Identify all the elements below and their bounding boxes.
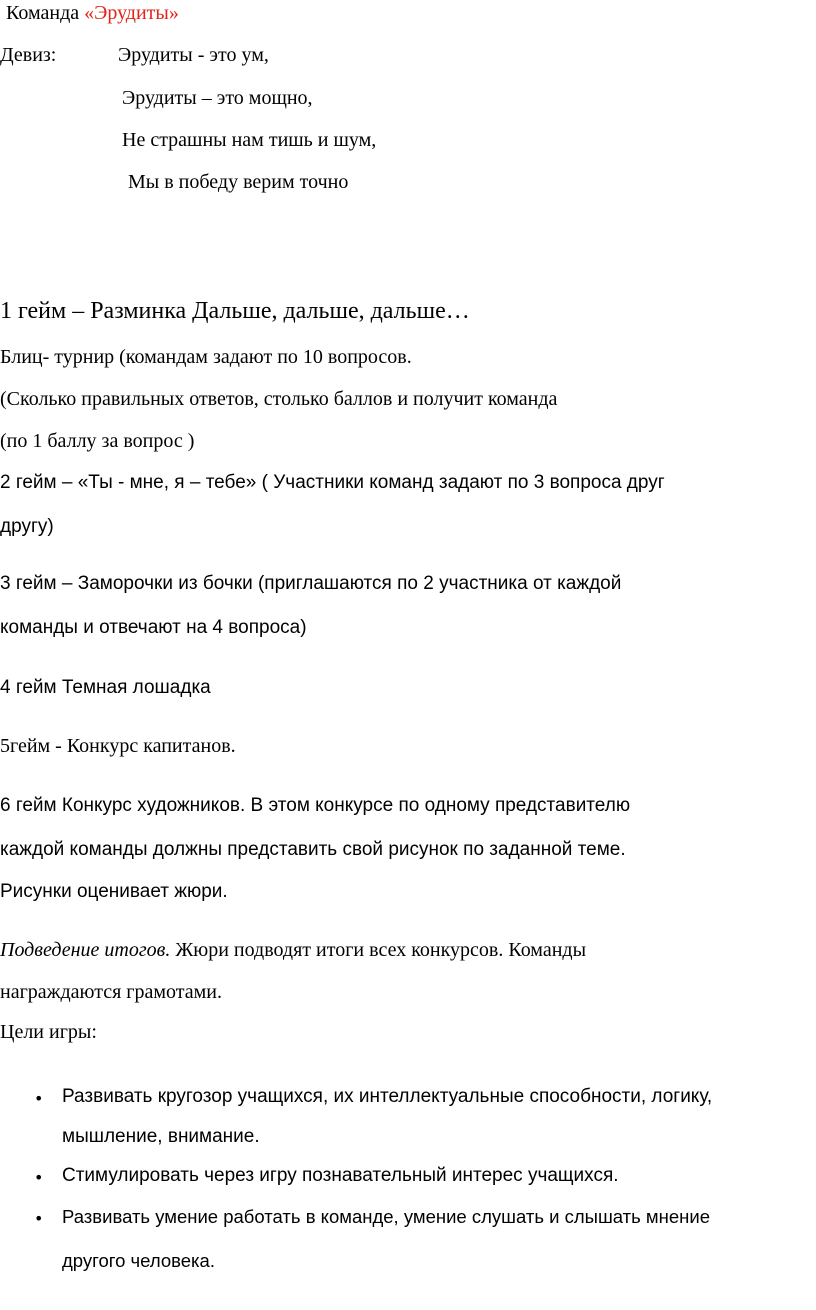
goal-item-3-line-2: другого человека. — [62, 1250, 215, 1271]
game6-line-1: 6 гейм Конкурс художников. В этом конкурсе по одному представителю — [0, 795, 631, 816]
bullet-icon: • — [34, 1168, 44, 1187]
game4-line: 4 гейм Темная лошадка — [0, 677, 211, 698]
summary-text: Жюри подводят итоги всех конкурсов. Команды — [170, 939, 587, 961]
motto-line-3: Не страшны нам тишь и шум, — [122, 129, 377, 151]
game3-line-2: команды и отвечают на 4 вопроса) — [0, 617, 307, 638]
summary-line-1 — [0, 939, 586, 962]
motto-line-2: Эрудиты – это мощно, — [122, 87, 313, 109]
game2-line-2: другу) — [0, 516, 54, 537]
game5-line: 5гейм - Конкурс капитанов. — [0, 735, 236, 757]
team-name: «Эрудиты» — [84, 2, 179, 24]
summary-label: Подведение итогов. — [0, 939, 171, 961]
game6-line-2: каждой команды должны представить свой рисунок по заданной теме. — [0, 839, 626, 860]
goal-item-3-line-1: Развивать умение работать в команде, умение слушать и слышать мнение — [62, 1206, 710, 1227]
game1-line-3: (по 1 баллу за вопрос ) — [0, 430, 195, 452]
game1-line-1: Блиц- турнир (командам задают по 10 вопросов. — [0, 346, 412, 368]
goal-item-1-line-1: Развивать кругозор учащихся, их интеллектуальные способности, логику, — [62, 1086, 713, 1107]
game1-title: 1 гейм – Разминка Дальше, дальше, дальше… — [0, 298, 470, 324]
goal-item-2-line-1: Стимулировать через игру познавательный интерес учащихся. — [62, 1165, 619, 1186]
bullet-icon: • — [34, 1209, 44, 1228]
motto-label: Девиз: — [0, 44, 57, 66]
motto-line-1: Эрудиты - это ум, — [118, 44, 269, 66]
game6-line-3: Рисунки оценивает жюри. — [0, 881, 228, 902]
game3-line-1: 3 гейм – Заморочки из бочки (приглашаются по 2 участника от каждой — [0, 573, 622, 594]
team-label: Команда — [6, 2, 85, 24]
motto-line-4: Мы в победу верим точно — [128, 171, 349, 193]
bullet-icon: • — [34, 1089, 44, 1108]
goal-item-1-line-2: мышление, внимание. — [62, 1126, 260, 1147]
team-heading — [6, 2, 179, 25]
game2-line-1: 2 гейм – «Ты - мне, я – тебе» ( Участники команд задают по 3 вопроса друг — [0, 472, 665, 493]
game1-line-2: (Сколько правильных ответов, столько баллов и получит команда — [0, 388, 558, 410]
summary-line-2: награждаются грамотами. — [0, 981, 222, 1003]
goals-title: Цели игры: — [0, 1021, 97, 1043]
